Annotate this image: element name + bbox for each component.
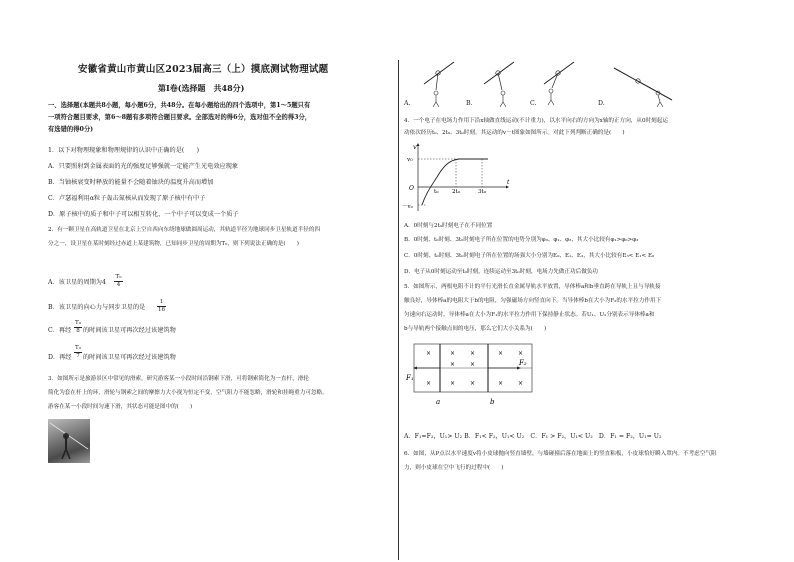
q5-rod-a-label: a — [436, 398, 441, 406]
q2-stem-line1: 2．有一颗卫星在高轨道卫星在北京上空自西向东绕地球做圆周运动，其轨道半径为地球同步卫星轨道半径的四 — [48, 227, 321, 233]
q5-stem-line4: b与导轨两个接触点间的电压，那么它们大小关系为( ) — [404, 326, 547, 332]
q5-cross: × — [450, 350, 456, 357]
q1-option-d: D．原子核中的质子和中子可以相互转化，一个中子可以变成一个质子 — [48, 211, 239, 218]
q3-stem-line2: 简化为套在杆上的环，滑轮与钢索之间的摩擦力大小视为恒定不变，空气阻力不能忽略，滑轮和挂绳重力可忽略。 — [48, 390, 328, 396]
q5-cross: × — [426, 350, 432, 357]
q5-stem-line3: 匀速向右运动时，导体棒a在大小为F₁的水平拉力作用下保持静止状态。若U₁、U₂分别表示导体棒a和 — [404, 312, 655, 318]
q4-tick-2t0: 2t₀ — [452, 189, 461, 195]
q1-option-a: A．只要照射到金属表面的光的强度足够强就一定能产生光电效应现象 — [48, 163, 239, 170]
q1-stem: 1．以下对物理现象和物理规律的认识中正确的是( ) — [48, 147, 200, 154]
q4-vt-graph — [404, 141, 514, 213]
zipline-photo — [48, 419, 90, 463]
q4-tick-3t0: 3t₀ — [478, 189, 487, 195]
q1-option-c: C．卢瑟福利用α粒子轰击氮核从而发现了原子核中有中子 — [48, 195, 206, 202]
q3-option-figures — [402, 58, 692, 110]
q2-stem-line2: 分之一，设卫星在某时刻经过赤道上某建筑物，已知同步卫星的周期为T₀，则下列说法正确的是( ) — [48, 241, 299, 247]
q3-figure-c — [544, 62, 574, 105]
q5-cross: × — [470, 350, 476, 357]
q5-rod-b-label: b — [490, 398, 495, 406]
q3-stem-line3: 游客在某一小段时间匀速下滑，其状态可能是图中的( ) — [48, 404, 193, 410]
q2-option-d-fraction — [74, 345, 82, 359]
q6-stem-line1: 6．如图，从P点以水平速度v将小皮球抛向竖直墙壁，与墙碰撞后落在地面上的竖直粘板，小皮球恰好瞬入罩内。不考虑空气阻 — [404, 451, 717, 457]
q5-cross: × — [450, 380, 456, 387]
q4-stem-line2: 动依次经历t₀、2t₀、3t₀时刻。其运动的v－t图象如图所示。对此下列判断正确的是( ) — [404, 130, 625, 136]
part1-intro-line1: 一、选择题(本题共8小题，每小题6分，共48分。在每小题给出的四个选项中，第1～5题只有 — [48, 102, 311, 109]
right-column — [402, 0, 794, 562]
q3-label-b: B. — [466, 100, 473, 107]
q2-option-b-denominator: 16 — [157, 307, 166, 313]
q4-stem-line1: 4．一个电子在电场力作用下沿x轴做直线运动(不计重力)，以水平向右的方向为x轴的正方向，从0时刻起运 — [404, 118, 668, 124]
q2-option-b: B．该卫星的向心力与同步卫星的是 — [48, 304, 146, 311]
q4-neg-v0-label: －v₀ — [402, 204, 413, 210]
q4-tick-t0: t₀ — [434, 189, 439, 195]
page-title: 安徽省黄山市黄山区2023届高三（上）摸底测试物理试题 — [78, 64, 329, 75]
q5-f1-label: F₁ — [406, 374, 414, 382]
q5-cross: × — [498, 380, 504, 387]
q2-option-d-denominator: 7 — [76, 353, 80, 359]
q5-f2-label: F₂ — [519, 359, 527, 367]
q4-vt-curve — [422, 159, 488, 205]
zipline-photo-sketch — [48, 419, 90, 463]
q2-option-a-denominator: 4 — [116, 282, 121, 288]
q4-origin-label: O — [409, 185, 414, 192]
q5-stem-line1: 5．如图所示，两根电阻不计的平行光滑长直金属导轨水平放置，导体棒a和b垂直跨在导轨上且与导轨接 — [404, 284, 661, 290]
q3-figure-b — [484, 62, 514, 107]
q3-label-c: C. — [530, 100, 537, 107]
part1-intro-line2: 一项符合题目要求，第6～8题有多项符合题目要求。全部选对的得6分，选对但不全的得3分， — [48, 114, 312, 121]
q2-option-d-numerator: T₀ — [75, 345, 81, 351]
q4-t-label: t — [507, 179, 510, 186]
q2-option-a-fraction — [114, 274, 123, 288]
q3-stem-line1: 3．如图所示是旅游景区中常见的滑索。研究游客某一小段时间沿钢索下滑，可将钢索简化为一直杆，滑轮 — [48, 376, 309, 382]
q4-option-a: A．0时刻与2t₀时刻电子在不同位置 — [404, 223, 493, 229]
q5-rail-figure — [406, 340, 538, 408]
q5-options: A．F₁=F₂，U₁> U₂ B．F₁< F₂，U₁< U₂ C．F₁ > F₂，U₁< U₂ D．F₁ = F₂，U₁= U₂ — [404, 433, 662, 440]
q5-cross: × — [426, 380, 432, 387]
q2-option-c-prefix: C．再经 — [48, 327, 72, 334]
q4-option-d: D．电子从0时刻运动至t₀时刻，连续运动至3t₀时刻，电场力先做正功后做负功 — [404, 269, 598, 275]
q4-v-label: v — [413, 143, 417, 151]
q5-cross: × — [470, 361, 476, 368]
q5-cross: × — [498, 350, 504, 357]
q2-option-a: A．该卫星的周期为4 — [48, 279, 106, 286]
q3-figure-d — [614, 68, 672, 107]
q2-option-b-fraction — [157, 299, 166, 313]
q3-figure-a — [424, 62, 454, 107]
q5-cross: × — [470, 380, 476, 387]
q5-cross: × — [518, 380, 524, 387]
q3-label-d: D. — [598, 100, 605, 107]
q2-option-c-fraction — [74, 320, 82, 334]
q4-v0-label: v₀ — [407, 157, 413, 163]
q2-option-c-numerator: T₀ — [75, 320, 81, 326]
q4-option-c: C．0时刻、t₀时刻、3t₀时刻电子所在位置的场强大小分别为E₀、E₁、E₃，其大小比较有E₃< E₁< E₀ — [404, 253, 655, 259]
q4-option-b: B．0时刻、t₀时刻、3t₀时刻电子所在位置的电势分别为φ₀、φ₁、φ₃，其大小比较有φ₁>φ₀>φ₃ — [404, 237, 639, 243]
q2-option-d-prefix: D．再经 — [48, 354, 72, 361]
q5-cross: × — [450, 361, 456, 368]
q2-option-c-suffix: 的时间该卫星可再次经过该建筑物 — [83, 327, 176, 334]
q2-option-a-numerator: T₀ — [115, 274, 122, 280]
q2-option-b-numerator: 1 — [159, 299, 164, 305]
q2-option-d-suffix: 的时间该卫星可再次经过该建筑物 — [83, 354, 176, 361]
q5-stem-line2: 触良好，导体棒a的电阻大于b的电阻，匀强磁场方向竖直向下。当导体棒b在大小为F₂的水平拉力作用下 — [404, 298, 662, 304]
q1-option-b: B．当铀核衰变时释放的能量不会随着铀块的温度升高而增加 — [48, 179, 214, 186]
q5-cross: × — [518, 350, 524, 357]
section-title: 第Ⅰ卷(选择题 共48分) — [158, 83, 245, 93]
part1-intro-line3: 有选错的得0分) — [48, 126, 94, 133]
q2-option-c-denominator: 8 — [76, 328, 80, 334]
q6-stem-line2: 力，则小皮球在空中飞行的过程中( ) — [404, 465, 504, 471]
column-divider — [398, 60, 399, 560]
q3-label-a: A. — [404, 100, 411, 107]
